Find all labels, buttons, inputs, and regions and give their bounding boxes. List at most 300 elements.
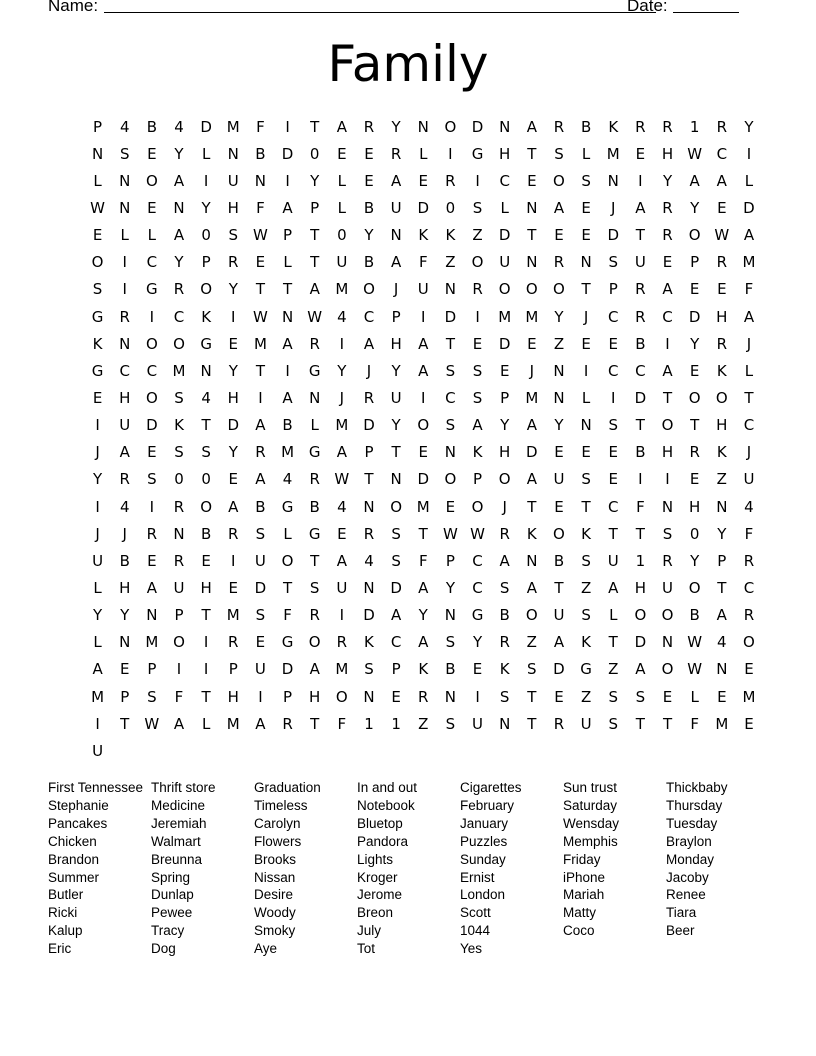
grid-letter[interactable]: T xyxy=(608,524,618,543)
grid-letter[interactable]: Y xyxy=(310,171,320,190)
grid-letter[interactable]: S xyxy=(554,144,564,163)
grid-letter[interactable]: J xyxy=(529,361,535,380)
grid-letter[interactable]: B xyxy=(363,198,375,217)
grid-letter[interactable]: M xyxy=(335,660,349,679)
grid-letter[interactable]: S xyxy=(391,551,401,570)
grid-letter[interactable]: M xyxy=(226,714,240,733)
grid-letter[interactable]: A xyxy=(390,253,402,272)
grid-letter[interactable]: P xyxy=(310,198,320,217)
grid-letter[interactable]: R xyxy=(743,551,755,570)
grid-letter[interactable]: 4 xyxy=(337,497,347,516)
grid-letter[interactable]: E xyxy=(418,443,428,462)
grid-letter[interactable]: R xyxy=(662,551,673,570)
grid-letter[interactable]: H xyxy=(716,416,728,435)
grid-letter[interactable]: N xyxy=(119,633,131,652)
grid-letter[interactable]: C xyxy=(608,497,619,516)
grid-letter[interactable]: F xyxy=(690,714,699,733)
grid-letter[interactable]: K xyxy=(92,334,103,353)
grid-letter[interactable]: R xyxy=(119,470,130,489)
grid-letter[interactable]: R xyxy=(119,307,130,326)
grid-letter[interactable]: M xyxy=(335,416,349,435)
grid-letter[interactable]: Y xyxy=(92,470,103,489)
grid-letter[interactable]: P xyxy=(147,660,157,679)
grid-letter[interactable]: S xyxy=(581,171,591,190)
grid-letter[interactable]: D xyxy=(200,117,212,136)
grid-letter[interactable]: B xyxy=(255,144,266,163)
grid-letter[interactable]: 0 xyxy=(201,226,211,245)
grid-letter[interactable]: E xyxy=(581,226,591,245)
grid-letter[interactable]: O xyxy=(553,171,565,190)
grid-letter[interactable]: O xyxy=(688,388,701,407)
grid-letter[interactable]: R xyxy=(553,714,565,733)
grid-letter[interactable]: M xyxy=(742,253,756,272)
grid-letter[interactable]: I xyxy=(746,144,752,163)
grid-letter[interactable]: A xyxy=(336,443,347,462)
grid-letter[interactable]: U xyxy=(390,198,402,217)
grid-letter[interactable]: M xyxy=(226,606,240,625)
grid-letter[interactable]: F xyxy=(418,253,428,272)
grid-letter[interactable]: N xyxy=(119,171,131,190)
grid-letter[interactable]: O xyxy=(145,171,158,190)
grid-letter[interactable]: L xyxy=(147,226,157,245)
grid-letter[interactable]: R xyxy=(662,198,673,217)
grid-letter[interactable]: C xyxy=(662,307,673,326)
grid-letter[interactable]: T xyxy=(391,443,401,462)
grid-letter[interactable]: A xyxy=(418,334,429,353)
grid-letter[interactable]: E xyxy=(717,687,727,706)
grid-letter[interactable]: K xyxy=(174,416,184,435)
grid-letter[interactable]: Y xyxy=(337,361,347,380)
grid-letter[interactable]: R xyxy=(309,470,320,489)
grid-letter[interactable]: S xyxy=(472,198,483,217)
grid-letter[interactable]: I xyxy=(149,307,155,326)
grid-letter[interactable]: A xyxy=(173,226,185,245)
grid-letter[interactable]: W xyxy=(714,226,730,245)
grid-letter[interactable]: Y xyxy=(120,606,130,625)
grid-letter[interactable]: E xyxy=(337,144,347,163)
grid-letter[interactable]: L xyxy=(337,171,347,190)
grid-letter[interactable]: 4 xyxy=(744,497,754,516)
grid-letter[interactable]: I xyxy=(285,361,290,380)
grid-letter[interactable]: S xyxy=(309,578,320,597)
grid-letter[interactable]: T xyxy=(527,226,537,245)
grid-letter[interactable]: M xyxy=(226,117,240,136)
grid-letter[interactable]: U xyxy=(417,280,429,299)
grid-letter[interactable]: M xyxy=(281,443,295,462)
grid-letter[interactable]: N xyxy=(227,144,239,163)
grid-letter[interactable]: N xyxy=(499,714,511,733)
grid-letter[interactable]: B xyxy=(200,524,212,543)
grid-letter[interactable]: S xyxy=(255,524,266,543)
grid-letter[interactable]: J xyxy=(393,280,399,299)
grid-letter[interactable]: F xyxy=(744,524,754,543)
grid-letter[interactable]: N xyxy=(526,198,538,217)
grid-letter[interactable]: D xyxy=(607,226,620,245)
grid-letter[interactable]: L xyxy=(744,361,754,380)
grid-letter[interactable]: D xyxy=(363,606,375,625)
grid-letter[interactable]: S xyxy=(391,524,401,543)
grid-letter[interactable]: O xyxy=(743,633,755,652)
grid-letter[interactable]: S xyxy=(228,226,239,245)
grid-letter[interactable]: A xyxy=(662,361,673,380)
grid-letter[interactable]: S xyxy=(445,416,456,435)
grid-letter[interactable]: I xyxy=(638,470,643,489)
grid-letter[interactable]: S xyxy=(608,714,618,733)
grid-letter[interactable]: L xyxy=(283,253,292,272)
grid-letter[interactable]: R xyxy=(635,117,646,136)
grid-letter[interactable]: A xyxy=(526,578,537,597)
grid-letter[interactable]: B xyxy=(689,606,700,625)
grid-letter[interactable]: O xyxy=(91,253,104,272)
grid-letter[interactable]: A xyxy=(282,198,293,217)
grid-letter[interactable]: N xyxy=(553,361,565,380)
grid-letter[interactable]: U xyxy=(336,578,348,597)
grid-letter[interactable]: G xyxy=(146,280,158,299)
grid-letter[interactable]: 4 xyxy=(174,117,184,136)
grid-letter[interactable]: O xyxy=(498,280,511,299)
grid-letter[interactable]: Y xyxy=(472,633,483,652)
grid-letter[interactable]: A xyxy=(553,198,565,217)
grid-letter[interactable]: W xyxy=(687,633,703,652)
grid-letter[interactable]: S xyxy=(119,144,130,163)
grid-letter[interactable]: C xyxy=(146,361,158,380)
grid-letter[interactable]: T xyxy=(310,714,320,733)
grid-letter[interactable]: I xyxy=(203,171,209,190)
grid-letter[interactable]: E xyxy=(689,280,700,299)
name-blank-line[interactable] xyxy=(104,12,656,13)
grid-letter[interactable]: N xyxy=(119,198,131,217)
grid-letter[interactable]: C xyxy=(608,361,619,380)
grid-letter[interactable]: W xyxy=(470,524,485,543)
grid-letter[interactable]: G xyxy=(91,307,104,326)
grid-letter[interactable]: W xyxy=(687,144,703,163)
grid-letter[interactable]: D xyxy=(526,443,538,462)
grid-letter[interactable]: R xyxy=(282,714,293,733)
grid-letter[interactable]: T xyxy=(120,714,130,733)
grid-letter[interactable]: N xyxy=(444,687,457,706)
grid-letter[interactable]: N xyxy=(390,470,402,489)
grid-letter[interactable]: A xyxy=(499,551,510,570)
grid-letter[interactable]: E xyxy=(147,551,157,570)
grid-letter[interactable]: R xyxy=(418,687,429,706)
grid-letter[interactable]: L xyxy=(93,633,102,652)
grid-letter[interactable]: H xyxy=(499,443,511,462)
grid-letter[interactable]: 1 xyxy=(364,714,374,733)
grid-letter[interactable]: S xyxy=(445,633,456,652)
grid-letter[interactable]: W xyxy=(442,524,458,543)
grid-letter[interactable]: O xyxy=(173,334,185,353)
grid-letter[interactable]: A xyxy=(608,578,619,597)
grid-letter[interactable]: A xyxy=(228,497,239,516)
grid-letter[interactable]: J xyxy=(502,497,507,516)
grid-letter[interactable]: G xyxy=(308,443,321,462)
grid-letter[interactable]: E xyxy=(147,144,157,163)
grid-letter[interactable]: T xyxy=(445,334,455,353)
grid-letter[interactable]: F xyxy=(744,280,754,299)
grid-letter[interactable]: A xyxy=(146,578,157,597)
grid-letter[interactable]: N xyxy=(309,388,321,407)
grid-letter[interactable]: D xyxy=(390,578,402,597)
grid-letter[interactable]: E xyxy=(472,334,483,353)
grid-letter[interactable]: 1 xyxy=(391,714,401,733)
grid-letter[interactable]: H xyxy=(390,334,402,353)
grid-letter[interactable]: A xyxy=(716,171,727,190)
grid-letter[interactable]: L xyxy=(581,144,591,163)
grid-letter[interactable]: Z xyxy=(716,470,727,489)
grid-letter[interactable]: R xyxy=(173,280,185,299)
grid-letter[interactable]: Y xyxy=(662,171,673,190)
grid-letter[interactable]: E xyxy=(689,361,700,380)
grid-letter[interactable]: Y xyxy=(554,307,564,326)
grid-letter[interactable]: E xyxy=(228,578,239,597)
grid-letter[interactable]: J xyxy=(746,443,752,462)
grid-letter[interactable]: E xyxy=(635,144,646,163)
grid-letter[interactable]: E xyxy=(92,226,103,245)
grid-letter[interactable]: N xyxy=(499,117,511,136)
grid-letter[interactable]: S xyxy=(472,388,483,407)
grid-letter[interactable]: I xyxy=(421,388,426,407)
grid-letter[interactable]: M xyxy=(525,307,539,326)
grid-letter[interactable]: A xyxy=(390,606,402,625)
grid-letter[interactable]: B xyxy=(580,117,592,136)
grid-letter[interactable]: D xyxy=(688,307,701,326)
grid-letter[interactable]: M xyxy=(91,687,105,706)
grid-letter[interactable]: D xyxy=(444,307,457,326)
grid-letter[interactable]: P xyxy=(500,388,510,407)
grid-letter[interactable]: M xyxy=(715,714,729,733)
grid-letter[interactable]: E xyxy=(744,660,754,679)
grid-letter[interactable]: T xyxy=(527,714,537,733)
grid-letter[interactable]: U xyxy=(227,171,239,190)
grid-letter[interactable]: N xyxy=(146,606,158,625)
grid-letter[interactable]: N xyxy=(173,524,185,543)
grid-letter[interactable]: T xyxy=(717,578,727,597)
grid-letter[interactable]: Z xyxy=(526,633,537,652)
grid-letter[interactable]: T xyxy=(581,497,591,516)
grid-letter[interactable]: H xyxy=(634,578,647,597)
grid-letter[interactable]: T xyxy=(744,388,754,407)
grid-letter[interactable]: Y xyxy=(391,117,401,136)
grid-letter[interactable]: E xyxy=(662,687,673,706)
grid-letter[interactable]: L xyxy=(283,524,292,543)
grid-letter[interactable]: E xyxy=(608,443,618,462)
grid-letter[interactable]: D xyxy=(498,334,511,353)
grid-letter[interactable]: F xyxy=(283,606,292,625)
grid-letter[interactable]: I xyxy=(231,551,236,570)
grid-letter[interactable]: R xyxy=(635,280,646,299)
grid-letter[interactable]: M xyxy=(253,334,267,353)
grid-letter[interactable]: T xyxy=(554,578,564,597)
grid-letter[interactable]: U xyxy=(472,714,484,733)
grid-letter[interactable]: G xyxy=(308,361,321,380)
grid-letter[interactable]: H xyxy=(661,144,674,163)
grid-letter[interactable]: Y xyxy=(690,198,700,217)
grid-letter[interactable]: H xyxy=(689,497,701,516)
grid-letter[interactable]: O xyxy=(308,633,321,652)
grid-letter[interactable]: N xyxy=(661,633,674,652)
grid-letter[interactable]: W xyxy=(90,198,105,217)
grid-letter[interactable]: B xyxy=(635,443,646,462)
grid-letter[interactable]: A xyxy=(418,361,429,380)
grid-letter[interactable]: W xyxy=(687,660,703,679)
grid-letter[interactable]: A xyxy=(526,416,537,435)
grid-letter[interactable]: S xyxy=(581,470,591,489)
grid-letter[interactable]: Y xyxy=(418,606,428,625)
grid-letter[interactable]: Y xyxy=(717,524,727,543)
grid-letter[interactable]: 0 xyxy=(201,470,211,489)
grid-letter[interactable]: E xyxy=(717,280,727,299)
grid-letter[interactable]: B xyxy=(363,253,375,272)
grid-letter[interactable]: H xyxy=(227,687,239,706)
grid-letter[interactable]: L xyxy=(120,226,129,245)
grid-letter[interactable]: S xyxy=(364,660,374,679)
grid-letter[interactable]: M xyxy=(606,144,620,163)
grid-letter[interactable]: M xyxy=(172,361,186,380)
grid-letter[interactable]: I xyxy=(475,171,480,190)
grid-letter[interactable]: B xyxy=(119,551,130,570)
grid-letter[interactable]: B xyxy=(635,334,646,353)
grid-letter[interactable]: S xyxy=(635,687,646,706)
grid-letter[interactable]: E xyxy=(255,253,266,272)
grid-letter[interactable]: U xyxy=(553,470,565,489)
grid-letter[interactable]: O xyxy=(444,117,457,136)
grid-letter[interactable]: C xyxy=(445,388,456,407)
grid-letter[interactable]: O xyxy=(390,497,403,516)
grid-letter[interactable]: I xyxy=(339,334,345,353)
grid-letter[interactable]: O xyxy=(363,280,375,299)
grid-letter[interactable]: R xyxy=(363,524,375,543)
grid-letter[interactable]: 4 xyxy=(717,633,727,652)
grid-letter[interactable]: R xyxy=(472,280,483,299)
grid-letter[interactable]: B xyxy=(282,416,293,435)
grid-letter[interactable]: N xyxy=(417,117,429,136)
grid-letter[interactable]: N xyxy=(716,497,728,516)
grid-letter[interactable]: Y xyxy=(445,578,455,597)
grid-letter[interactable]: S xyxy=(581,606,591,625)
grid-letter[interactable]: M xyxy=(416,497,430,516)
grid-letter[interactable]: E xyxy=(527,171,537,190)
grid-letter[interactable]: O xyxy=(444,470,457,489)
grid-letter[interactable]: E xyxy=(717,198,727,217)
grid-letter[interactable]: H xyxy=(200,578,212,597)
grid-letter[interactable]: E xyxy=(337,524,347,543)
grid-letter[interactable]: 0 xyxy=(689,524,700,543)
grid-letter[interactable]: A xyxy=(526,470,537,489)
grid-letter[interactable]: K xyxy=(716,443,727,462)
grid-letter[interactable]: F xyxy=(636,497,645,516)
grid-letter[interactable]: P xyxy=(283,226,293,245)
grid-letter[interactable]: T xyxy=(310,226,320,245)
grid-letter[interactable]: U xyxy=(743,470,755,489)
grid-letter[interactable]: I xyxy=(203,660,209,679)
grid-letter[interactable]: O xyxy=(471,497,484,516)
grid-letter[interactable]: J xyxy=(95,524,100,543)
grid-letter[interactable]: R xyxy=(336,633,348,652)
grid-letter[interactable]: Z xyxy=(580,687,592,706)
grid-letter[interactable]: E xyxy=(499,361,510,380)
grid-letter[interactable]: M xyxy=(498,307,512,326)
grid-letter[interactable]: N xyxy=(281,307,294,326)
grid-letter[interactable]: I xyxy=(448,144,453,163)
grid-letter[interactable]: E xyxy=(581,334,591,353)
grid-letter[interactable]: L xyxy=(310,416,319,435)
grid-letter[interactable]: W xyxy=(252,226,268,245)
grid-letter[interactable]: B xyxy=(309,497,320,516)
grid-letter[interactable]: O xyxy=(688,226,701,245)
grid-letter[interactable]: A xyxy=(119,443,130,462)
grid-letter[interactable]: Y xyxy=(174,253,184,272)
grid-letter[interactable]: N xyxy=(390,226,402,245)
grid-letter[interactable]: I xyxy=(122,280,127,299)
grid-letter[interactable]: I xyxy=(231,307,236,326)
grid-letter[interactable]: C xyxy=(119,361,130,380)
grid-letter[interactable]: 1 xyxy=(689,117,700,136)
grid-letter[interactable]: T xyxy=(635,714,645,733)
grid-letter[interactable]: A xyxy=(173,714,185,733)
grid-letter[interactable]: A xyxy=(282,334,293,353)
grid-letter[interactable]: S xyxy=(499,578,510,597)
grid-letter[interactable]: T xyxy=(635,416,645,435)
grid-letter[interactable]: T xyxy=(282,280,293,299)
grid-letter[interactable]: A xyxy=(635,660,646,679)
grid-letter[interactable]: O xyxy=(688,578,701,597)
grid-letter[interactable]: H xyxy=(499,144,511,163)
grid-letter[interactable]: W xyxy=(252,307,268,326)
grid-letter[interactable]: T xyxy=(581,280,591,299)
grid-letter[interactable]: Y xyxy=(228,361,238,380)
grid-letter[interactable]: F xyxy=(337,714,347,733)
grid-letter[interactable]: R xyxy=(363,388,375,407)
grid-letter[interactable]: U xyxy=(607,551,619,570)
grid-letter[interactable]: K xyxy=(716,361,727,380)
grid-letter[interactable]: A xyxy=(662,280,673,299)
grid-letter[interactable]: O xyxy=(335,687,348,706)
grid-letter[interactable]: E xyxy=(608,470,618,489)
grid-letter[interactable]: J xyxy=(583,307,589,326)
grid-letter[interactable]: P xyxy=(283,687,293,706)
grid-letter[interactable]: O xyxy=(200,497,213,516)
grid-letter[interactable]: O xyxy=(281,551,294,570)
grid-letter[interactable]: R xyxy=(743,606,755,625)
grid-letter[interactable]: D xyxy=(417,198,430,217)
grid-letter[interactable]: O xyxy=(417,416,430,435)
grid-letter[interactable]: N xyxy=(444,606,457,625)
grid-letter[interactable]: L xyxy=(93,578,102,597)
grid-letter[interactable]: I xyxy=(583,361,589,380)
grid-letter[interactable]: I xyxy=(95,416,100,435)
grid-letter[interactable]: R xyxy=(146,524,158,543)
grid-letter[interactable]: D xyxy=(743,198,755,217)
grid-letter[interactable]: N xyxy=(363,497,375,516)
grid-letter[interactable]: J xyxy=(611,198,616,217)
grid-letter[interactable]: Z xyxy=(553,334,565,353)
grid-letter[interactable]: M xyxy=(335,280,349,299)
grid-letter[interactable]: C xyxy=(743,416,755,435)
grid-letter[interactable]: K xyxy=(364,633,374,652)
grid-letter[interactable]: A xyxy=(553,633,565,652)
grid-letter[interactable]: F xyxy=(256,117,265,136)
grid-letter[interactable]: E xyxy=(744,714,754,733)
grid-letter[interactable]: R xyxy=(553,117,565,136)
grid-letter[interactable]: B xyxy=(445,660,456,679)
grid-letter[interactable]: Z xyxy=(472,226,483,245)
grid-letter[interactable]: S xyxy=(255,606,266,625)
grid-letter[interactable]: N xyxy=(580,416,592,435)
grid-letter[interactable]: Y xyxy=(92,606,103,625)
grid-letter[interactable]: P xyxy=(391,307,401,326)
grid-letter[interactable]: T xyxy=(527,497,537,516)
grid-letter[interactable]: A xyxy=(716,606,727,625)
